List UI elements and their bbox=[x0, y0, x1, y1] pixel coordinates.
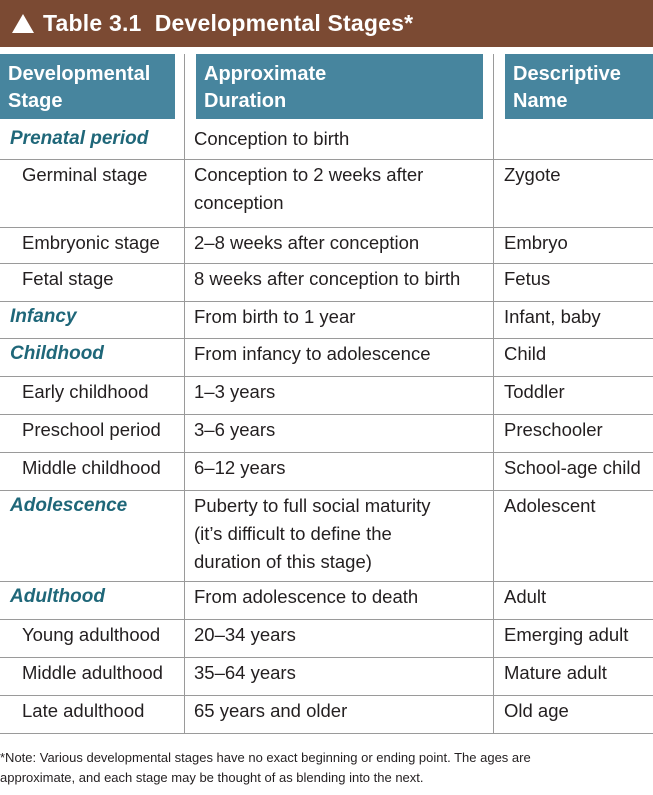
duration-line: Puberty to full social maturity bbox=[194, 495, 431, 516]
descriptive-name-cell: Toddler bbox=[504, 381, 565, 402]
footnote-line: approximate, and each stage may be thought of as blending into the next. bbox=[0, 770, 424, 785]
stage-cell: Germinal stage bbox=[22, 164, 148, 185]
descriptive-name-cell: Preschooler bbox=[504, 419, 603, 440]
row-divider bbox=[0, 657, 653, 658]
duration-line: 8 weeks after conception to birth bbox=[194, 268, 461, 289]
row-divider bbox=[0, 159, 653, 160]
table-title bbox=[43, 10, 413, 37]
header-stage-line1: Developmental bbox=[8, 63, 151, 85]
table-title-bar bbox=[0, 0, 653, 47]
duration-line: 65 years and older bbox=[194, 700, 348, 721]
table-title-text: Developmental Stages* bbox=[154, 10, 414, 36]
header-duration bbox=[196, 54, 483, 119]
stage-period-cell: Prenatal period bbox=[10, 128, 149, 149]
duration-cell bbox=[194, 416, 275, 444]
column-divider bbox=[493, 54, 494, 733]
row-divider bbox=[0, 619, 653, 620]
header-name-line2: Name bbox=[513, 90, 568, 112]
descriptive-name-cell: Embryo bbox=[504, 232, 568, 253]
duration-line: From birth to 1 year bbox=[194, 306, 356, 327]
footnote-line: *Note: Various developmental stages have no exact beginning or ending point. The ages are bbox=[0, 750, 531, 765]
descriptive-name-cell: Emerging adult bbox=[504, 624, 629, 645]
stage-period-cell: Infancy bbox=[10, 306, 77, 327]
header-duration-line1: Approximate bbox=[204, 63, 327, 85]
header-name-line1: Descriptive bbox=[513, 63, 621, 85]
stage-cell: Preschool period bbox=[22, 419, 161, 440]
header-name bbox=[505, 54, 653, 119]
header-stage-line2: Stage bbox=[8, 90, 63, 112]
row-divider bbox=[0, 414, 653, 415]
descriptive-name-cell: Fetus bbox=[504, 268, 551, 289]
duration-line: Conception to 2 weeks after bbox=[194, 164, 424, 185]
row-divider bbox=[0, 301, 653, 302]
table-number: Table 3.1 bbox=[43, 10, 142, 36]
row-divider bbox=[0, 490, 653, 491]
stage-period-cell: Adulthood bbox=[10, 586, 105, 607]
duration-cell bbox=[194, 621, 296, 649]
stage-cell: Embryonic stage bbox=[22, 232, 160, 253]
duration-line: From infancy to adolescence bbox=[194, 343, 431, 364]
row-divider bbox=[0, 733, 653, 734]
descriptive-name-cell: Child bbox=[504, 343, 547, 364]
stage-cell: Late adulthood bbox=[22, 700, 145, 721]
stage-period-cell: Childhood bbox=[10, 343, 104, 364]
duration-cell bbox=[194, 229, 419, 257]
stage-cell: Middle adulthood bbox=[22, 662, 163, 683]
row-divider bbox=[0, 376, 653, 377]
stage-cell: Middle childhood bbox=[22, 457, 161, 478]
stage-cell: Young adulthood bbox=[22, 624, 161, 645]
triangle-icon bbox=[12, 14, 34, 33]
duration-line: conception bbox=[194, 192, 284, 213]
row-divider bbox=[0, 338, 653, 339]
row-divider bbox=[0, 452, 653, 453]
row-divider bbox=[0, 263, 653, 264]
duration-line: 6–12 years bbox=[194, 457, 286, 478]
descriptive-name-cell: School-age child bbox=[504, 457, 641, 478]
descriptive-name-cell: Adolescent bbox=[504, 495, 596, 516]
duration-cell bbox=[194, 454, 286, 482]
duration-line: 2–8 weeks after conception bbox=[194, 232, 420, 253]
duration-cell bbox=[194, 303, 355, 331]
header-duration-line2: Duration bbox=[204, 90, 287, 112]
duration-line: duration of this stage) bbox=[194, 551, 372, 572]
descriptive-name-cell: Mature adult bbox=[504, 662, 607, 683]
duration-cell bbox=[194, 697, 347, 725]
footnote bbox=[0, 748, 653, 788]
duration-cell bbox=[194, 265, 460, 293]
row-divider bbox=[0, 227, 653, 228]
stage-period-cell: Adolescence bbox=[10, 495, 128, 516]
row-divider bbox=[0, 695, 653, 696]
duration-cell bbox=[194, 340, 431, 368]
duration-line: 3–6 years bbox=[194, 419, 276, 440]
duration-cell bbox=[194, 161, 423, 217]
duration-line: (it’s difficult to define the bbox=[194, 523, 392, 544]
stage-cell: Fetal stage bbox=[22, 268, 114, 289]
duration-cell bbox=[194, 125, 349, 153]
descriptive-name-cell: Adult bbox=[504, 586, 547, 607]
duration-cell bbox=[194, 583, 418, 611]
column-divider bbox=[184, 54, 185, 733]
duration-cell bbox=[194, 659, 296, 687]
descriptive-name-cell: Old age bbox=[504, 700, 569, 721]
stage-cell: Early childhood bbox=[22, 381, 149, 402]
duration-cell bbox=[194, 492, 430, 576]
header-stage bbox=[0, 54, 175, 119]
duration-line: Conception to birth bbox=[194, 128, 350, 149]
duration-line: From adolescence to death bbox=[194, 586, 419, 607]
duration-line: 35–64 years bbox=[194, 662, 296, 683]
duration-line: 1–3 years bbox=[194, 381, 276, 402]
descriptive-name-cell: Infant, baby bbox=[504, 306, 601, 327]
duration-line: 20–34 years bbox=[194, 624, 296, 645]
descriptive-name-cell: Zygote bbox=[504, 164, 561, 185]
row-divider bbox=[0, 581, 653, 582]
duration-cell bbox=[194, 378, 275, 406]
